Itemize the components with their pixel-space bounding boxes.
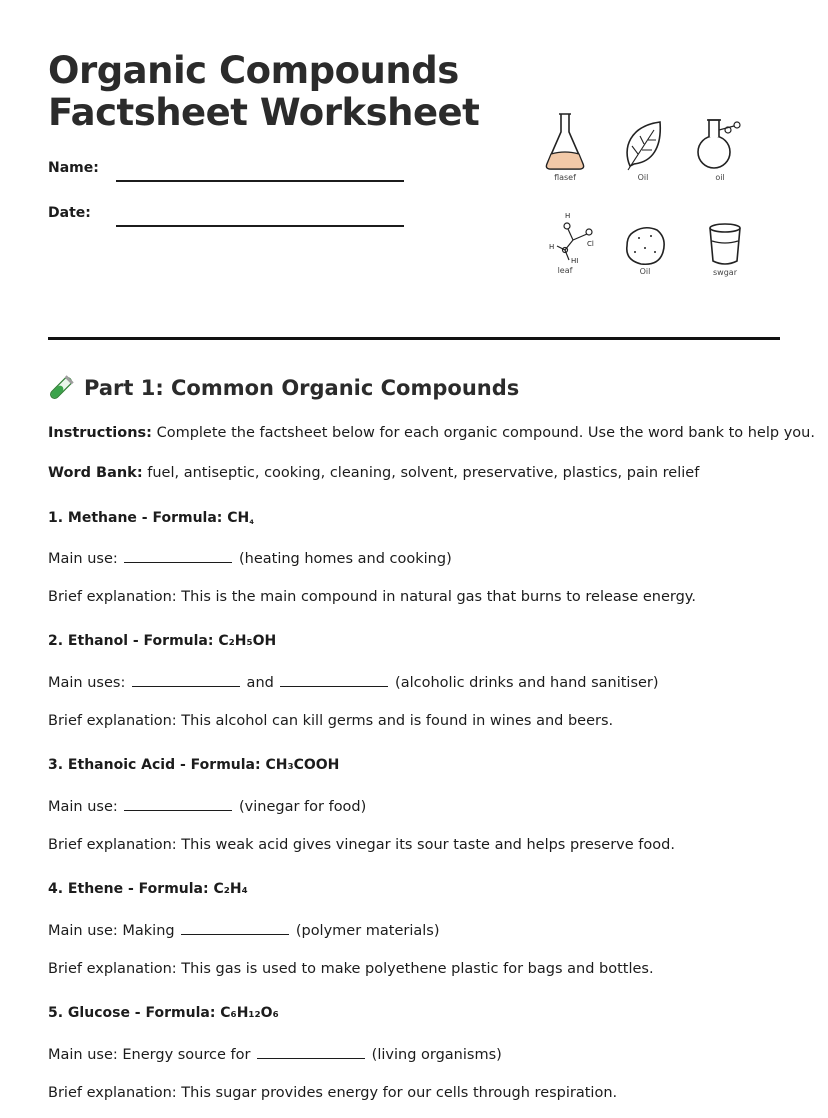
word-bank-text: fuel, antiseptic, cooking, cleaning, solvent, preservative, plastics, pain relief (142, 465, 700, 481)
leaf-icon-cell (608, 118, 678, 182)
use-suffix: (living organisms) (367, 1047, 502, 1063)
compound-4-use-blank[interactable] (181, 921, 289, 935)
compound-4-explanation: Brief explanation: This gas is used to make polyethene plastic for bags and bottles. (48, 961, 654, 977)
test-tube-icon (48, 375, 74, 401)
instructions (48, 425, 815, 441)
icon-caption: Oil (637, 173, 649, 182)
instructions-label: Instructions: (48, 425, 152, 441)
molecule-label-left: H (549, 243, 555, 251)
molecule-label-bottom: HI (571, 257, 579, 265)
compound-2-use-blank-2[interactable] (280, 673, 388, 687)
compound-5-use (48, 1045, 502, 1063)
part1-heading-text: Part 1: Common Organic Compounds (84, 376, 520, 400)
instructions-text: Complete the factsheet below for each organic compound. Use the word bank to help you. (151, 425, 815, 441)
compound-1-heading (48, 510, 254, 527)
part1-heading (48, 375, 519, 401)
use-suffix: (vinegar for food) (234, 799, 367, 815)
date-label: Date: (48, 205, 91, 221)
icon-caption: swgar (713, 268, 737, 277)
compound-2-use (48, 673, 659, 691)
molecule-label-top: H (565, 212, 571, 220)
use-prefix: Main use: Energy source for (48, 1047, 256, 1063)
use-suffix: (heating homes and cooking) (234, 551, 452, 567)
title-line-2: Factsheet Worksheet (48, 91, 480, 134)
icon-caption: leaf (557, 266, 573, 275)
use-prefix: Main use: (48, 551, 123, 567)
word-bank-label: Word Bank: (48, 465, 143, 481)
molecule-label-right: Cl (587, 240, 594, 248)
compound-5-explanation: Brief explanation: This sugar provides energy for our cells through respiration. (48, 1085, 618, 1101)
icon-caption: Oil (639, 267, 651, 276)
icon-caption: oil (715, 173, 725, 182)
section-divider (48, 337, 780, 340)
molecule-icon-cell (530, 208, 600, 275)
use-suffix: (polymer materials) (291, 923, 440, 939)
potato-icon (623, 224, 667, 266)
date-line[interactable] (116, 225, 404, 227)
use-prefix: Main use: (48, 799, 123, 815)
potato-icon-cell (610, 224, 680, 276)
name-label: Name: (48, 160, 99, 176)
compound-1-subscript: ₄ (249, 514, 255, 527)
glass-icon-cell (690, 221, 760, 277)
compound-1-heading-text: 1. Methane - Formula: CH (48, 510, 250, 526)
compound-3-use (48, 797, 366, 815)
icon-caption: flasef (554, 173, 576, 182)
word-bank (48, 465, 699, 481)
use-suffix: (alcoholic drinks and hand sanitiser) (390, 675, 659, 691)
use-prefix: Main uses: (48, 675, 130, 691)
compound-3-explanation: Brief explanation: This weak acid gives vinegar its sour taste and helps preserve food. (48, 837, 675, 853)
glass-icon (705, 221, 745, 267)
worksheet-title (48, 50, 479, 134)
compound-icons (530, 104, 760, 289)
compound-3-use-blank[interactable] (124, 797, 232, 811)
compound-1-use (48, 549, 452, 567)
use-prefix: Main use: Making (48, 923, 180, 939)
compound-1-explanation: Brief explanation: This is the main compound in natural gas that burns to release energy. (48, 589, 696, 605)
leaf-icon (620, 118, 666, 172)
compound-2-use-blank-1[interactable] (132, 673, 240, 687)
round-flask-icon (692, 114, 748, 172)
compound-3-heading: 3. Ethanoic Acid - Formula: CH₃COOH (48, 757, 340, 773)
title-line-1: Organic Compounds (48, 49, 459, 92)
compound-1-use-blank[interactable] (124, 549, 232, 563)
compound-2-explanation: Brief explanation: This alcohol can kill germs and is found in wines and beers. (48, 713, 614, 729)
flask-icon (540, 110, 590, 172)
compound-4-use (48, 921, 440, 939)
compound-2-heading: 2. Ethanol - Formula: C₂H₅OH (48, 633, 277, 649)
round-flask-icon-cell (685, 114, 755, 182)
use-middle: and (241, 675, 279, 691)
molecule-icon (535, 208, 595, 268)
flask-icon-cell (530, 110, 600, 182)
compound-5-heading: 5. Glucose - Formula: C₆H₁₂O₆ (48, 1005, 279, 1021)
name-line[interactable] (116, 180, 404, 182)
compound-5-use-blank[interactable] (257, 1045, 365, 1059)
compound-4-heading: 4. Ethene - Formula: C₂H₄ (48, 881, 248, 897)
